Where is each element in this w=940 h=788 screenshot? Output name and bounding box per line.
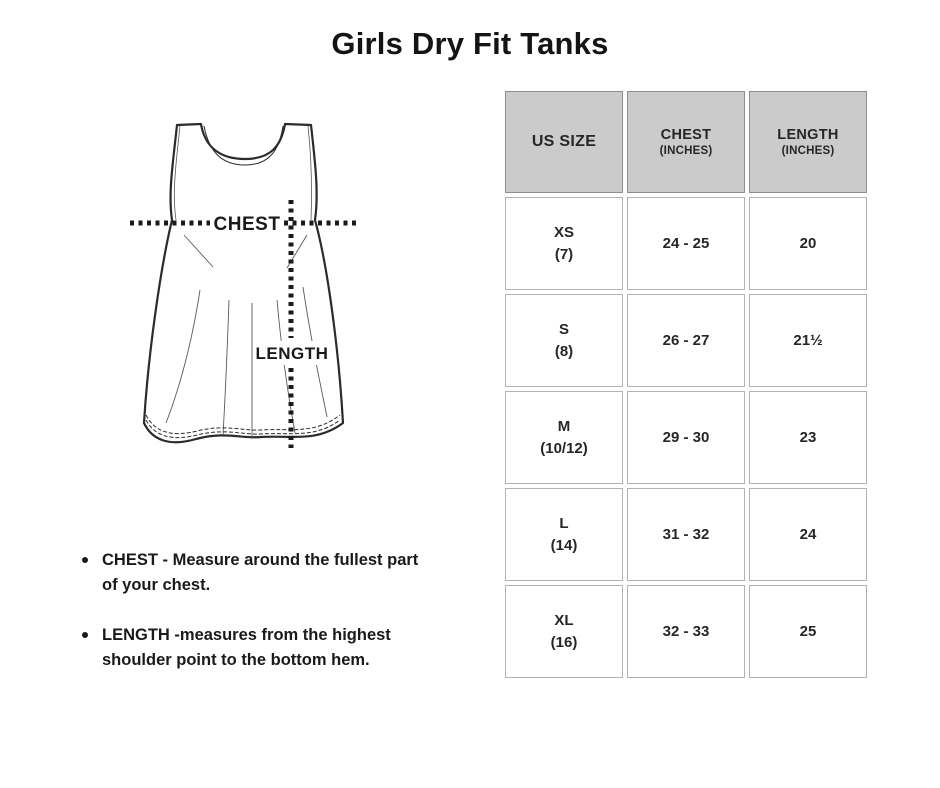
size-alt-value: (16) — [550, 633, 578, 651]
size-alt-value: (7) — [554, 245, 574, 263]
length-cell: 21½ — [749, 294, 867, 387]
length-cell: 23 — [749, 391, 867, 484]
size-table-header — [505, 91, 867, 193]
measurement-notes — [80, 548, 480, 698]
table-row-xs — [505, 197, 867, 290]
length-cell: 24 — [749, 488, 867, 581]
note-chest-text: CHEST - Measure around the fullest part of your chest. — [102, 551, 419, 595]
size-value: XL — [554, 611, 574, 629]
chest-cell: 29 - 30 — [627, 391, 745, 484]
header-cell-length — [749, 91, 867, 193]
length-header-label: LENGTH — [777, 127, 839, 143]
size-value: XS — [553, 223, 574, 241]
size-table — [501, 87, 871, 682]
size-value: M — [557, 417, 571, 435]
chest-cell: 24 - 25 — [627, 197, 745, 290]
size-value: S — [558, 320, 569, 338]
length-cell: 20 — [749, 197, 867, 290]
chest-cell: 32 - 33 — [627, 585, 745, 678]
chest-measure-label: CHEST — [213, 214, 281, 235]
table-row-m — [505, 391, 867, 484]
note-length-text: LENGTH -measures from the highest shoulder point to the bottom hem. — [102, 626, 391, 670]
header-cell-us-size — [505, 91, 623, 193]
header-cell-chest — [627, 91, 745, 193]
length-measure-label: LENGTH — [255, 344, 329, 363]
size-cell — [505, 197, 623, 290]
bullet-icon — [82, 632, 88, 638]
size-cell — [505, 294, 623, 387]
note-chest — [80, 548, 436, 598]
bullet-icon — [82, 557, 88, 563]
length-cell: 25 — [749, 585, 867, 678]
chest-cell: 26 - 27 — [627, 294, 745, 387]
chest-header-label: CHEST — [660, 127, 712, 143]
table-row-xl — [505, 585, 867, 678]
tank-silhouette — [144, 124, 343, 442]
size-alt-value: (10/12) — [540, 439, 588, 457]
size-alt-value: (14) — [550, 536, 578, 554]
chest-cell: 31 - 32 — [627, 488, 745, 581]
size-cell — [505, 488, 623, 581]
size-table-body — [505, 197, 867, 678]
size-value: L — [559, 514, 569, 532]
us-size-header-label: US SIZE — [531, 133, 597, 150]
page-title: Girls Dry Fit Tanks — [331, 26, 609, 61]
size-cell — [505, 391, 623, 484]
table-row-s — [505, 294, 867, 387]
tank-top-illustration-svg — [100, 95, 400, 475]
note-length — [80, 623, 436, 673]
length-header-sub-label: (INCHES) — [781, 145, 835, 157]
chest-header-sub-label: (INCHES) — [659, 145, 713, 157]
header-row — [505, 91, 867, 193]
size-alt-value: (8) — [554, 342, 574, 360]
tank-top-diagram — [100, 95, 400, 475]
size-cell — [505, 585, 623, 678]
table-row-l — [505, 488, 867, 581]
